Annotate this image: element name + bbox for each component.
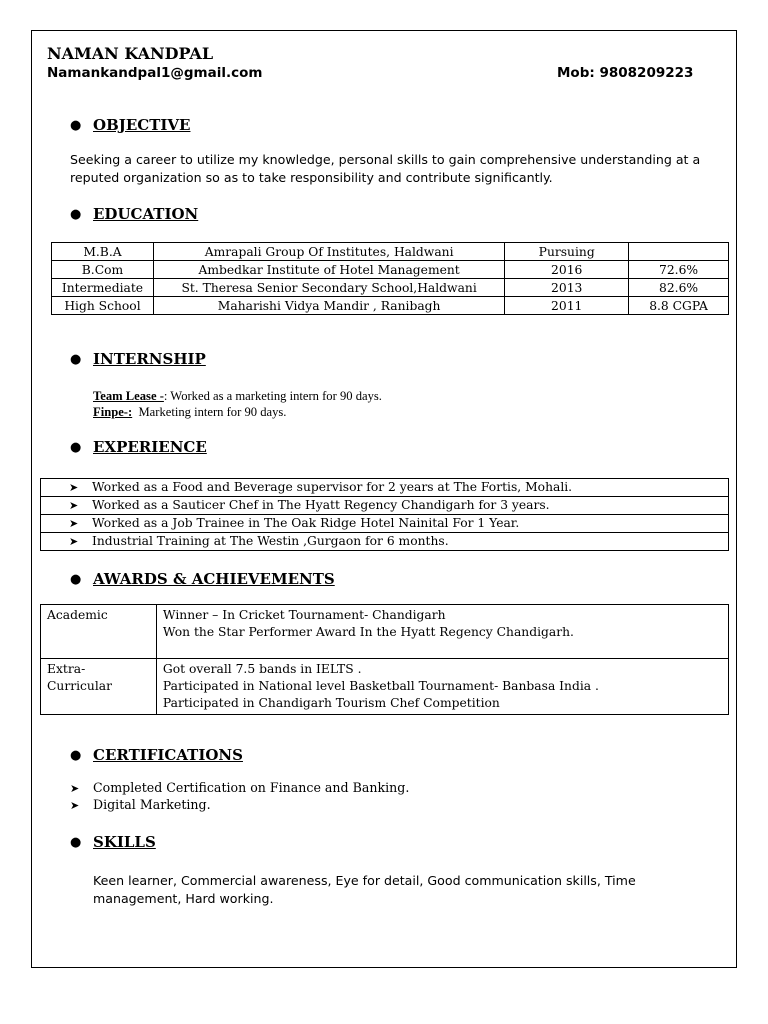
award-line: Participated in Chandigarh Tourism Chef Competition [162,696,500,710]
award-line: Got overall 7.5 bands in IELTS . [162,662,362,676]
education-heading: ● EDUCATION [70,205,199,223]
awards-row [41,659,729,715]
education-cell: St. Theresa Senior Secondary School,Haldwani [153,279,504,297]
education-cell: Amrapali Group Of Institutes, Haldwani [153,243,504,261]
education-cell: B.Com [52,261,154,279]
certifications-heading: ● CERTIFICATIONS [70,746,243,764]
experience-item: ➤ Worked as a Food and Beverage supervisor for 2 years at The Fortis, Mohali. [41,479,729,497]
education-row [52,297,729,315]
education-cell: Maharishi Vidya Mandir , Ranibagh [153,297,504,315]
bullet-icon: ● [70,748,82,763]
education-cell: 72.6% [629,261,729,279]
skills-text: Keen learner, Commercial awareness, Eye for detail, Good communication skills, Time management, Hard working. [93,873,636,906]
experience-row [41,515,729,533]
experience-row [41,479,729,497]
experience-table [40,478,729,551]
objective-heading: ● OBJECTIVE [70,116,191,134]
education-cell: 2016 [505,261,629,279]
experience-heading: ● EXPERIENCE [70,438,207,456]
arrow-bullet-icon: ➤ [70,799,80,812]
email-address[interactable]: Namankandpal1@gmail.com [47,65,263,81]
arrow-bullet-icon: ➤ [70,782,80,795]
bullet-icon: ● [70,835,82,850]
certification-item: ➤ Completed Certification on Finance and Banking. [70,780,410,795]
bullet-icon: ● [70,572,82,587]
education-row [52,279,729,297]
experience-row [41,497,729,515]
skills-heading: ● SKILLS [70,833,156,851]
education-cell: Ambedkar Institute of Hotel Management [153,261,504,279]
awards-details [156,605,728,659]
arrow-bullet-icon: ➤ [69,535,79,548]
award-line: Winner – In Cricket Tournament- Chandigarh [162,608,446,622]
objective-text: Seeking a career to utilize my knowledge, personal skills to gain comprehensive understanding at a reputed organization so as to take responsibility and contribute significantly. [70,152,701,185]
education-row [52,243,729,261]
awards-category: Extra- Curricular [41,659,157,715]
bullet-icon: ● [70,352,82,367]
candidate-name: NAMAN KANDPAL [47,44,214,63]
education-cell: 2011 [505,297,629,315]
internship-item: Team Lease -: Worked as a marketing intern for 90 days. [93,389,382,403]
education-cell: 8.8 CGPA [629,297,729,315]
experience-item: ➤ Worked as a Job Trainee in The Oak Ridge Hotel Nainital For 1 Year. [41,515,729,533]
awards-row [41,605,729,659]
education-cell: High School [52,297,154,315]
arrow-bullet-icon: ➤ [69,517,79,530]
arrow-bullet-icon: ➤ [69,499,79,512]
certification-item: ➤ Digital Marketing. [70,797,211,812]
awards-heading: ● AWARDS & ACHIEVEMENTS [70,570,335,588]
bullet-icon: ● [70,207,82,222]
bullet-icon: ● [70,440,82,455]
education-row [52,261,729,279]
awards-category: Academic [41,605,157,659]
experience-row [41,533,729,551]
mobile-number: Mob: 9808209223 [557,65,694,81]
bullet-icon: ● [70,118,82,133]
awards-table [40,604,729,715]
education-cell: 2013 [505,279,629,297]
education-cell [629,243,729,261]
experience-item: ➤ Worked as a Sauticer Chef in The Hyatt Regency Chandigarh for 3 years. [41,497,729,515]
experience-item: ➤ Industrial Training at The Westin ,Gurgaon for 6 months. [41,533,729,551]
arrow-bullet-icon: ➤ [69,481,79,494]
awards-details [156,659,728,715]
education-table [51,242,729,315]
education-cell: Pursuing [505,243,629,261]
award-line: Won the Star Performer Award In the Hyatt Regency Chandigarh. [162,625,574,639]
education-cell: 82.6% [629,279,729,297]
education-cell: Intermediate [52,279,154,297]
education-cell: M.B.A [52,243,154,261]
internship-heading: ● INTERNSHIP [70,350,206,368]
award-line: Participated in National level Basketball Tournament- Banbasa India . [162,679,599,693]
internship-item: Finpe-: Marketing intern for 90 days. [93,405,287,419]
